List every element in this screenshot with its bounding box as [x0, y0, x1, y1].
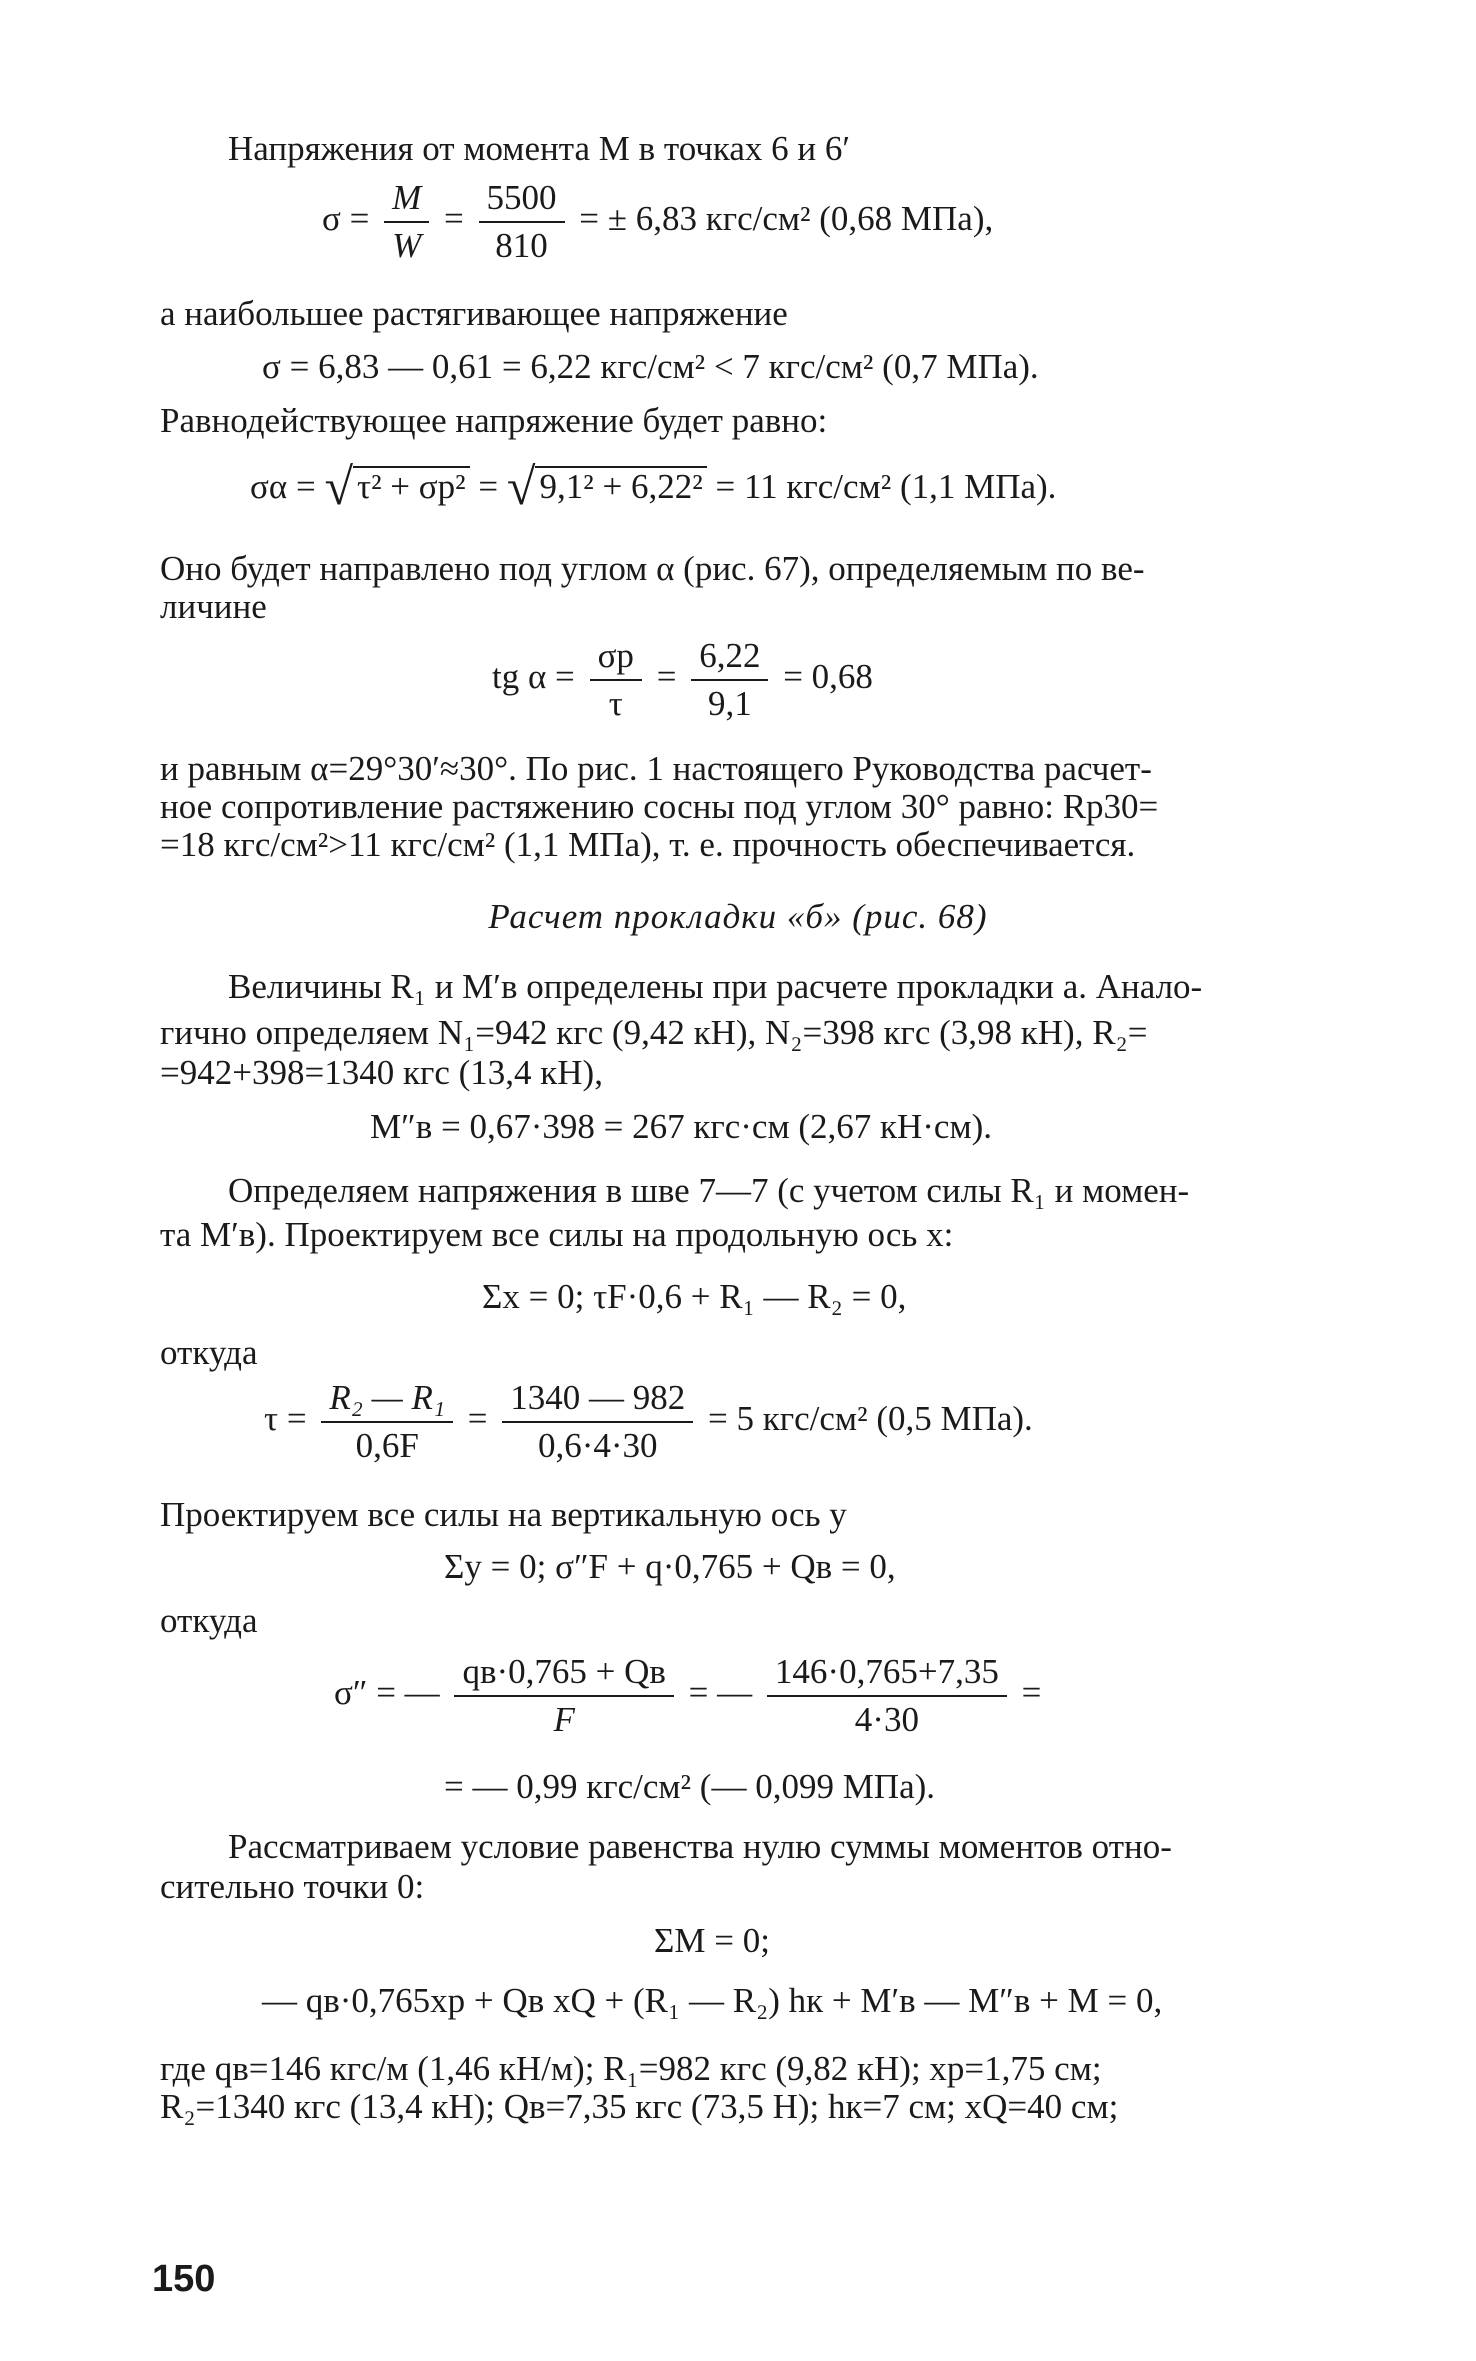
equation-line: Σx = 0; τF·0,6 + R₁ — R₂ = 0, [482, 1277, 907, 1316]
fraction [767, 1652, 1007, 1740]
fraction [479, 178, 565, 266]
eq-rhs: = [1021, 1673, 1042, 1713]
eq-lhs: τ = [264, 1399, 307, 1439]
text-line: сительно точки 0: [160, 1867, 425, 1906]
eq-lhs: σα = [250, 467, 316, 506]
equation-tau [264, 1378, 1033, 1466]
fraction [321, 1378, 453, 1466]
fraction-numerator: 5500 [479, 178, 565, 223]
text-line: откуда [160, 1601, 258, 1640]
text-line: где qв=146 кгс/м (1,46 кН/м); R₁=982 кгс (9,82 кН); xр=1,75 см; [160, 2049, 1102, 2088]
page-number: 150 [152, 2258, 216, 2300]
eq-rhs: = ± 6,83 кгс/см² (0,68 МПа), [579, 199, 994, 239]
eq-lhs: tg α = [492, 657, 575, 697]
eq-lhs: σ = [322, 199, 370, 239]
fraction [590, 636, 642, 724]
equation-line: ΣM = 0; [654, 1921, 770, 1960]
fraction-numerator: 1340 — 982 [502, 1378, 693, 1423]
equation-resultant [250, 459, 1057, 516]
fraction-denominator: 810 [495, 226, 548, 265]
text-line: гично определяем N₁=942 кгс (9,42 кН), N₂=398 кгс (3,98 кН), R₂= [160, 1013, 1148, 1052]
equation-sigma-double-prime [334, 1652, 1041, 1740]
fraction-denominator: W [392, 226, 422, 265]
text-line: Величины R₁ и M′в определены при расчете прокладки а. Анало- [228, 967, 1203, 1006]
fraction-denominator: F [553, 1700, 575, 1739]
text-line: Равнодействующее напряжение будет равно: [160, 401, 828, 440]
fraction-denominator: 0,6F [355, 1426, 419, 1465]
text-line: Определяем напряжения в шве 7—7 (с учетом силы R₁ и момен- [228, 1171, 1190, 1210]
text-line: Напряжения от момента M в точках 6 и 6′ [228, 129, 851, 168]
section-heading: Расчет прокладки «б» (рис. 68) [488, 897, 988, 936]
text-line: а наибольшее растягивающее напряжение [160, 294, 788, 333]
eq-sign: = [656, 657, 677, 697]
equation-line: = — 0,99 кгс/см² (— 0,099 МПа). [444, 1767, 936, 1806]
fraction [691, 636, 768, 724]
fraction-numerator: M [384, 178, 429, 223]
fraction-numerator: qв·0,765 + Qв [454, 1652, 673, 1697]
fraction-denominator: 4·30 [854, 1700, 919, 1739]
fraction-numerator: R₂ — R₁ [321, 1378, 453, 1423]
text-line: и равным α=29°30′≈30°. По рис. 1 настоящего Руководства расчет- [160, 749, 1152, 788]
sqrt-icon: √ [506, 459, 536, 516]
sqrt-icon: √ [324, 459, 353, 516]
text-line: Рассматриваем условие равенства нулю суммы моментов отно- [228, 1827, 1172, 1866]
text-line: ное сопротивление растяжению сосны под углом 30° равно: Rр30= [160, 787, 1159, 826]
eq-sign: = [467, 1399, 488, 1439]
text-line: Проектируем все силы на вертикальную ось y [160, 1495, 847, 1534]
equation-line: σ = 6,83 — 0,61 = 6,22 кгс/см² < 7 кгс/см² (0,7 МПа). [262, 347, 1039, 386]
fraction-numerator: 146·0,765+7,35 [767, 1652, 1007, 1697]
text-line: личине [160, 587, 267, 626]
radicand: τ² + σр² [353, 466, 470, 506]
fraction [384, 178, 429, 266]
fraction [502, 1378, 693, 1466]
text-line: R₂=1340 кгс (13,4 кН); Qв=7,35 кгс (73,5 Н); hк=7 см; xQ=40 см; [160, 2087, 1119, 2126]
equation-sigma-moment [322, 178, 993, 266]
text-line: =18 кгс/см²>11 кгс/см² (1,1 МПа), т. е. прочность обеспечивается. [160, 825, 1136, 864]
equation-line: M″в = 0,67·398 = 267 кгс·см (2,67 кН·см). [370, 1107, 993, 1146]
fraction-denominator: 9,1 [707, 684, 752, 723]
eq-sign: = [444, 199, 464, 239]
fraction-numerator: σр [590, 636, 642, 681]
eq-rhs: = 5 кгс/см² (0,5 МПа). [708, 1399, 1033, 1439]
fraction-denominator: τ [608, 684, 623, 723]
radicand: 9,1² + 6,22² [535, 466, 706, 506]
text-line: Оно будет направлено под углом α (рис. 67), определяемым по ве- [160, 549, 1145, 588]
eq-rhs: = 11 кгс/см² (1,1 МПа). [715, 467, 1057, 506]
equation-line: Σy = 0; σ″F + q·0,765 + Qв = 0, [444, 1547, 896, 1586]
eq-sign: = — [688, 1673, 753, 1713]
text-line: откуда [160, 1333, 258, 1372]
eq-lhs: σ″ = — [334, 1673, 440, 1713]
equation-line: — qв·0,765xр + Qв xQ + (R₁ — R₂) hк + M′в — M″в + M = 0, [262, 1981, 1163, 2020]
eq-sign: = [478, 467, 499, 506]
fraction-denominator: 0,6·4·30 [538, 1426, 658, 1465]
fraction-numerator: 6,22 [691, 636, 768, 681]
equation-tg-alpha [492, 636, 873, 724]
text-line: =942+398=1340 кгс (13,4 кН), [160, 1053, 603, 1092]
fraction [454, 1652, 673, 1740]
text-line: та M′в). Проектируем все силы на продольную ось x: [160, 1215, 954, 1254]
eq-rhs: = 0,68 [783, 657, 873, 697]
